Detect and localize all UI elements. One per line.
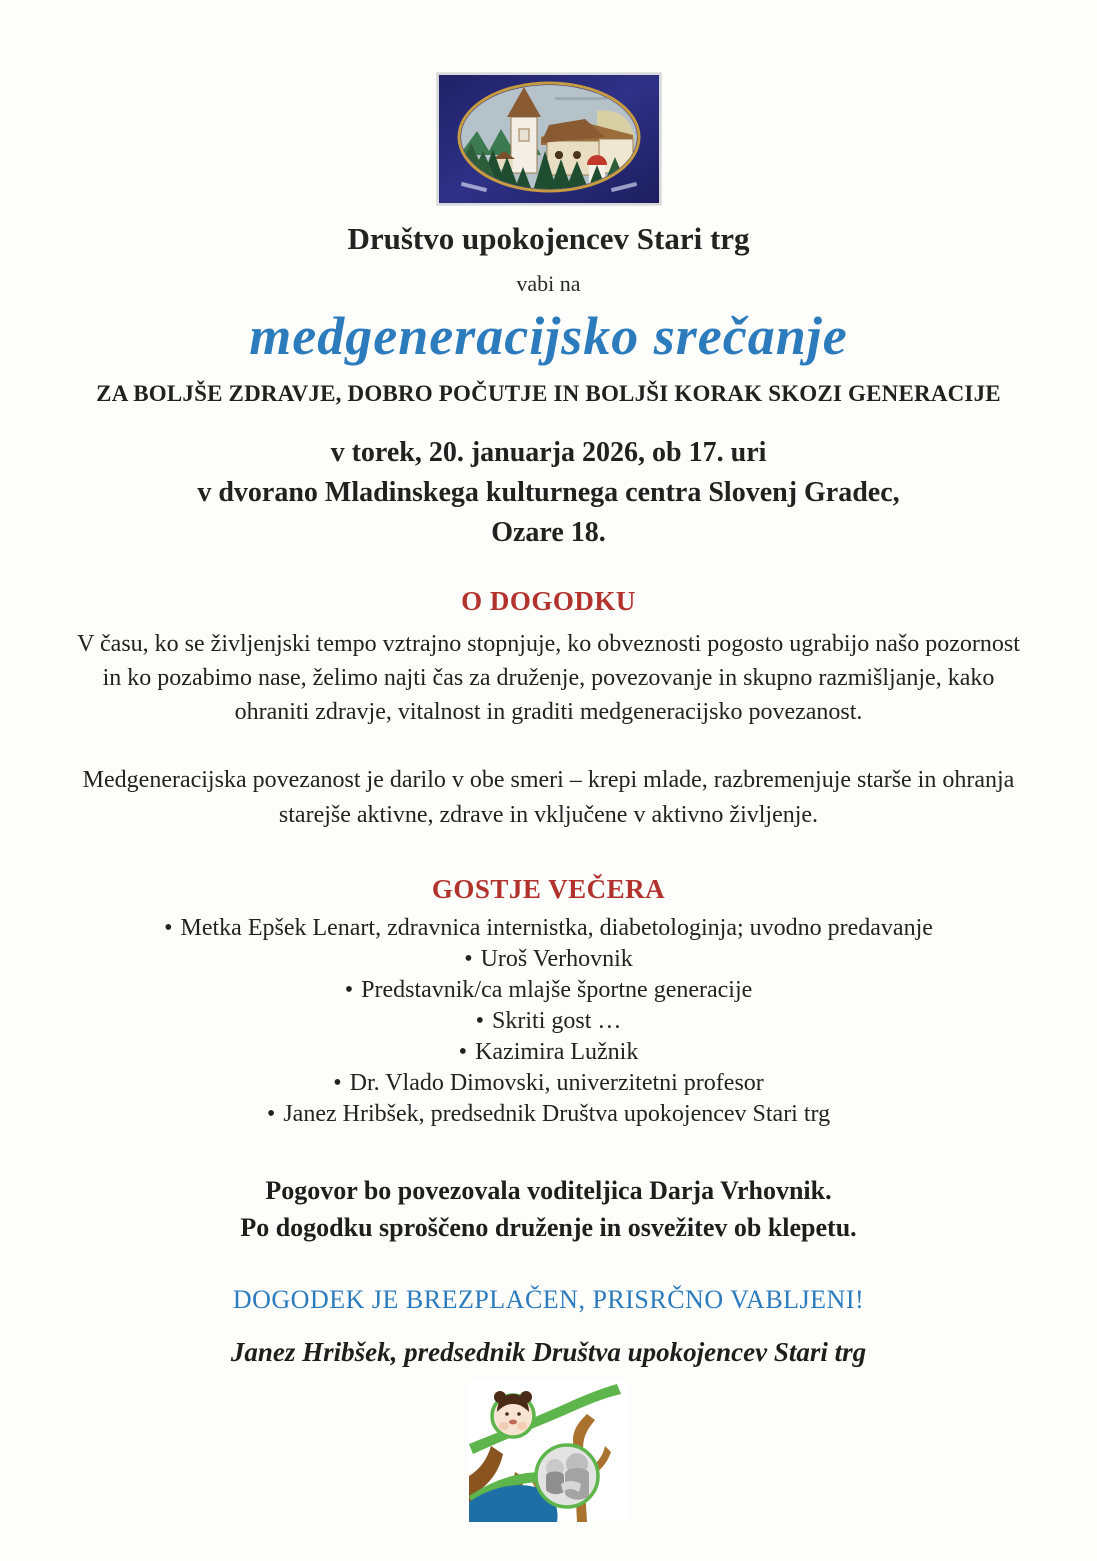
- guests-section-heading: GOSTJE VEČERA: [431, 873, 666, 904]
- bullet-icon: •: [475, 1007, 485, 1034]
- club-emblem-image: [437, 73, 661, 205]
- invite-line: vabi na: [516, 271, 581, 296]
- organization-name: Društvo upokojencev Stari trg: [347, 221, 750, 256]
- guest-list-item: [0, 1068, 1097, 1099]
- guest-list-item: [0, 1099, 1097, 1130]
- club-emblem-container: [0, 0, 1097, 205]
- guest-name: Janez Hribšek, predsednik Društva upokojencev Stari trg: [283, 1100, 831, 1127]
- event-datetime: v torek, 20. januarja 2026, ob 17. uri: [330, 437, 767, 468]
- guest-list: [0, 913, 1097, 1130]
- guest-name: Skriti gost …: [492, 1007, 622, 1034]
- guest-name: Kazimira Lužnik: [475, 1038, 639, 1065]
- village-church-emblem-icon: [437, 73, 661, 205]
- guest-list-item: [0, 1037, 1097, 1068]
- bullet-icon: •: [164, 914, 173, 941]
- moderator-line-2: Po dogodku sproščeno druženje in osvežitev ob klepetu.: [240, 1213, 857, 1243]
- footer-illustration-container: [0, 1380, 1097, 1522]
- guest-list-item: [0, 944, 1097, 975]
- event-address: Ozare 18.: [491, 516, 606, 548]
- guest-list-item: [0, 975, 1097, 1006]
- moderator-info: [0, 1172, 1097, 1247]
- guest-name: Predstavnik/ca mlajše športne generacije: [361, 976, 753, 1003]
- event-details: [0, 433, 1097, 552]
- about-paragraph-2: Medgeneracijska povezanost je darilo v obe smeri – krepi mlade, razbremenjuje starše in ohranja starejše aktivne, zdrave in vključene v aktivno življenje.: [82, 767, 1015, 828]
- guest-name: Uroš Verhovnik: [480, 945, 633, 972]
- event-venue: v dvorano Mladinskega kulturnega centra Slovenj Gradec,: [197, 476, 900, 508]
- intergenerational-illustration-icon: [469, 1380, 629, 1522]
- guest-name: Metka Epšek Lenart, zdravnica internistka, diabetologinja; uvodno predavanje: [180, 914, 933, 941]
- about-paragraph-1: V času, ko se življenjski tempo vztrajno stopnjuje, ko obveznosti pogosto ugrabijo našo pozornost in ko pozabimo nase, želimo najti čas za druženje, povezovanje in skupno razmišljanje, kako ohraniti zdravje, vitalnost in graditi medgeneracijsko povezanost.: [77, 631, 1020, 726]
- bullet-icon: •: [458, 1038, 468, 1065]
- moderator-line-1: Pogovor bo povezovala voditeljica Darja Vrhovnik.: [265, 1175, 832, 1205]
- event-title: medgeneracijsko srečanje: [249, 306, 848, 366]
- bullet-icon: •: [464, 945, 473, 972]
- about-section-heading: O DOGODKU: [461, 586, 636, 617]
- event-tagline: ZA BOLJŠE ZDRAVJE, DOBRO POČUTJE IN BOLJŠI KORAK SKOZI GENERACIJE: [96, 381, 1001, 406]
- guest-list-item: [0, 1006, 1097, 1037]
- bullet-icon: •: [266, 1100, 276, 1127]
- bullet-icon: •: [344, 976, 354, 1003]
- president-signature: Janez Hribšek, predsednik Društva upokojencev Stari trg: [230, 1337, 867, 1368]
- guest-name: Dr. Vlado Dimovski, univerzitetni profesor: [349, 1069, 764, 1096]
- bullet-icon: •: [333, 1069, 342, 1096]
- free-admission-notice: DOGODEK JE BREZPLAČEN, PRISRČNO VABLJENI!: [232, 1285, 865, 1315]
- guest-list-item: [0, 913, 1097, 944]
